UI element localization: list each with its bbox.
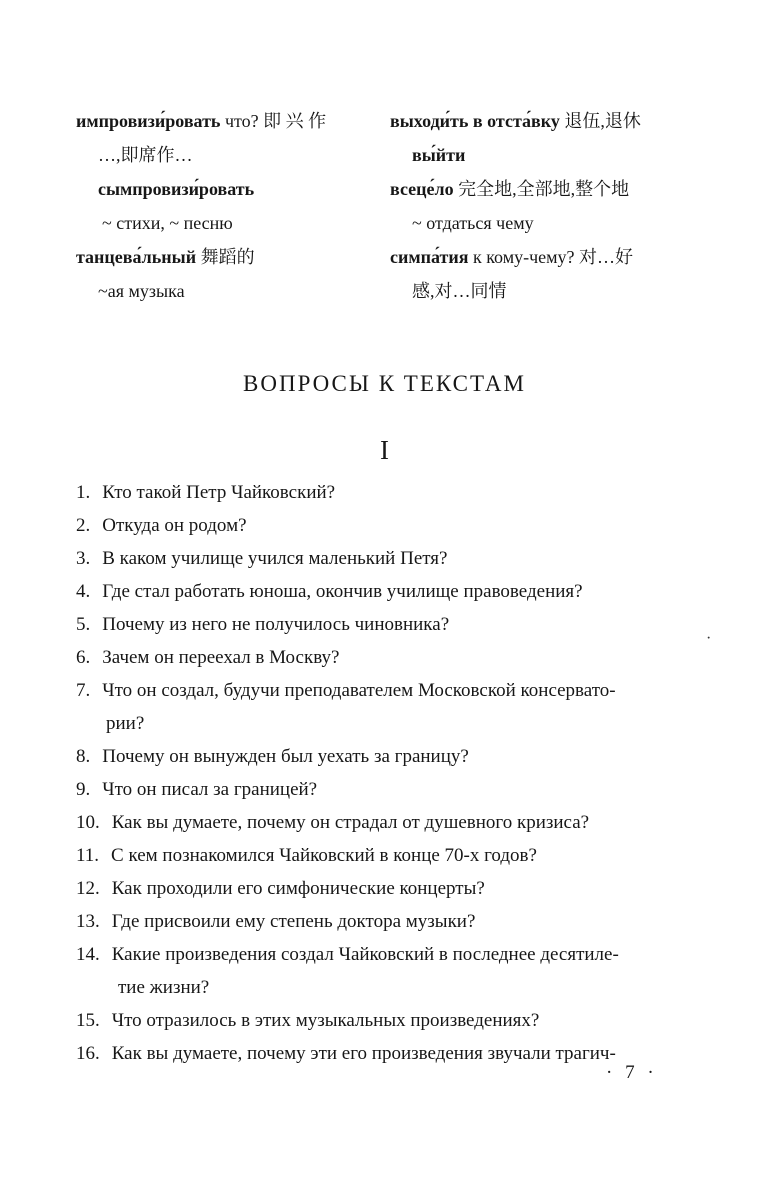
question-number: 15. xyxy=(76,1010,100,1031)
question-continuation xyxy=(76,707,693,740)
vocab-entry-line xyxy=(390,172,690,206)
question-number: 16. xyxy=(76,1043,100,1064)
vocab-entry-line xyxy=(390,274,690,308)
print-artifact-dot: · xyxy=(706,630,712,647)
question-text: Что он создал, будучи преподавателем Московской консервато- xyxy=(102,680,616,701)
question-number: 5. xyxy=(76,614,91,635)
question-text: С кем познакомился Чайковский в конце 70-х годов? xyxy=(111,845,537,866)
question-number: 1. xyxy=(76,482,91,503)
question-text: Какие произведения создал Чайковский в последнее десятиле- xyxy=(111,944,619,965)
vocab-headword: симпа́тия xyxy=(390,247,469,267)
question-text: Как вы думаете, почему эти его произведения звучали трагич- xyxy=(111,1043,616,1064)
question-item xyxy=(76,542,693,575)
question-text: Что отразилось в этих музыкальных произведениях? xyxy=(111,1010,540,1031)
vocab-entry-line xyxy=(390,206,690,240)
vocab-usage: ~ стихи, ~ песню xyxy=(102,213,233,233)
question-text: Где стал работать юноша, окончив училище правоведения? xyxy=(102,581,583,602)
vocab-entry-line xyxy=(76,172,390,206)
vocabulary-section xyxy=(76,104,693,308)
vocab-entry-line xyxy=(76,274,390,308)
question-number: 13. xyxy=(76,911,100,932)
question-item xyxy=(76,509,693,542)
question-item xyxy=(76,872,693,905)
question-number: 8. xyxy=(76,746,91,767)
question-number: 2. xyxy=(76,515,91,536)
part-numeral: I xyxy=(380,435,389,465)
question-text: Где присвоили ему степень доктора музыки? xyxy=(111,911,476,932)
vocab-entry-line xyxy=(76,104,390,138)
vocab-entry-line xyxy=(76,240,390,274)
question-item xyxy=(76,905,693,938)
question-item xyxy=(76,938,693,971)
question-number: 11. xyxy=(76,845,100,866)
vocabulary-column-left xyxy=(76,104,390,308)
question-number: 12. xyxy=(76,878,100,899)
question-number: 9. xyxy=(76,779,91,800)
vocab-entry-line xyxy=(390,240,690,274)
question-text: Почему из него не получилось чиновника? xyxy=(102,614,450,635)
question-item xyxy=(76,839,693,872)
vocab-gloss: 退伍,退休 xyxy=(564,111,641,131)
question-text: Как проходили его симфонические концерты? xyxy=(111,878,485,899)
question-text: Кто такой Петр Чайковский? xyxy=(102,482,336,503)
question-number: 14. xyxy=(76,944,100,965)
vocab-usage: ~ отдаться чему xyxy=(412,213,534,233)
vocab-headword: импровизи́ровать xyxy=(76,111,221,131)
question-item xyxy=(76,575,693,608)
vocab-entry-line xyxy=(390,104,690,138)
vocab-headword: вы́йти xyxy=(412,145,466,165)
page-number: · 7 · xyxy=(606,1062,658,1083)
question-text: Почему он вынужден был уехать за границу? xyxy=(102,746,469,767)
vocab-gloss: 完全地,全部地,整个地 xyxy=(458,179,630,199)
question-number: 6. xyxy=(76,647,91,668)
question-number: 3. xyxy=(76,548,91,569)
question-item xyxy=(76,674,693,707)
question-item xyxy=(76,641,693,674)
question-number: 7. xyxy=(76,680,91,701)
section-title: ВОПРОСЫ К ТЕКСТАМ xyxy=(243,371,526,396)
vocab-gloss: 感,对…同情 xyxy=(412,281,507,301)
vocab-headword: сымпровизи́ровать xyxy=(98,179,255,199)
question-text: Как вы думаете, почему он страдал от душевного кризиса? xyxy=(111,812,590,833)
vocab-gloss: к кому-чему? 对…好 xyxy=(472,247,634,267)
vocabulary-column-right xyxy=(390,104,690,308)
question-item xyxy=(76,1004,693,1037)
vocab-headword: выходи́ть в отста́вку xyxy=(390,111,560,131)
vocab-gloss: 舞蹈的 xyxy=(200,247,255,267)
question-text: Откуда он родом? xyxy=(102,515,247,536)
question-item xyxy=(76,608,693,641)
question-text: рии? xyxy=(106,713,145,734)
questions-list xyxy=(76,476,693,1070)
question-text: тие жизни? xyxy=(118,977,210,998)
vocab-headword: всеце́ло xyxy=(390,179,454,199)
vocab-gloss: что? 即 兴 作 xyxy=(224,111,327,131)
vocab-entry-line xyxy=(76,206,390,240)
vocab-entry-line xyxy=(76,138,390,172)
question-number: 10. xyxy=(76,812,100,833)
vocab-gloss: …,即席作… xyxy=(98,145,193,165)
question-text: В каком училище учился маленький Петя? xyxy=(102,548,448,569)
question-item xyxy=(76,773,693,806)
vocab-usage: ~ая музыка xyxy=(98,281,185,301)
vocab-entry-line xyxy=(390,138,690,172)
question-continuation xyxy=(76,971,693,1004)
question-item xyxy=(76,740,693,773)
question-text: Что он писал за границей? xyxy=(102,779,318,800)
vocab-headword: танцева́льный xyxy=(76,247,197,267)
question-item xyxy=(76,476,693,509)
question-number: 4. xyxy=(76,581,91,602)
question-text: Зачем он переехал в Москву? xyxy=(102,647,340,668)
question-item xyxy=(76,1037,693,1070)
question-item xyxy=(76,806,693,839)
